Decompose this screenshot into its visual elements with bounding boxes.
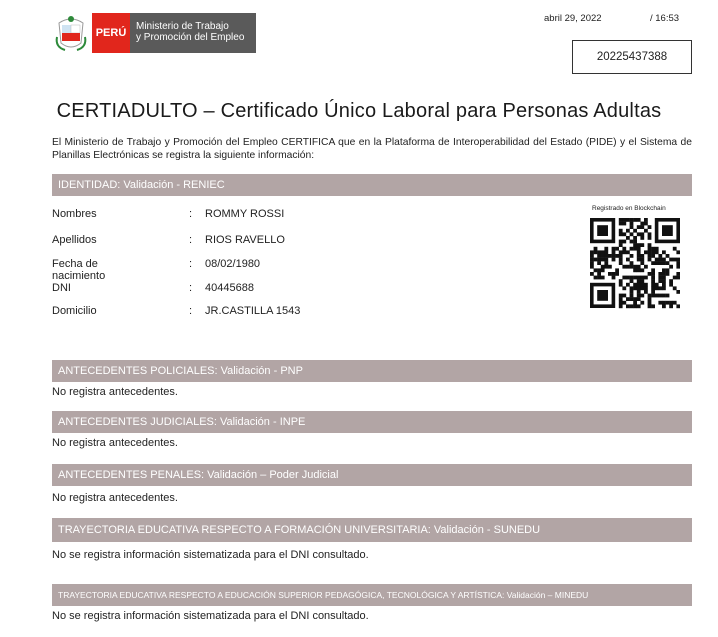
qr-code-icon bbox=[590, 218, 680, 310]
field-label: Apellidos bbox=[52, 234, 97, 246]
field-label: DNI bbox=[52, 282, 71, 294]
certificate-code: 20225437388 bbox=[572, 40, 692, 74]
criminal-records-note: No registra antecedentes. bbox=[52, 492, 178, 504]
field-value: 08/02/1980 bbox=[205, 258, 261, 270]
field-colon: : bbox=[189, 305, 193, 317]
ministry-logo bbox=[52, 13, 256, 53]
ministry-name: Ministerio de Trabajo y Promoción del Empleo bbox=[130, 13, 256, 53]
field-value: ROMMY ROSSI bbox=[205, 208, 285, 220]
field-label: Domicilio bbox=[52, 305, 97, 317]
university-education-header: TRAYECTORIA EDUCATIVA RESPECTO A FORMACIÓN UNIVERSITARIA: Validación - SUNEDU bbox=[52, 518, 692, 542]
university-education-note: No se registra información sistematizada para el DNI consultado. bbox=[52, 549, 369, 561]
field-colon: : bbox=[189, 208, 193, 220]
country-label: PERÚ bbox=[92, 13, 130, 53]
criminal-records-header: ANTECEDENTES PENALES: Validación – Poder Judicial bbox=[52, 464, 692, 486]
issue-date: abril 29, 2022 bbox=[544, 13, 602, 24]
issue-time: / 16:53 bbox=[650, 13, 680, 24]
document-title: CERTIADULTO – Certificado Único Laboral para Personas Adultas bbox=[56, 100, 662, 122]
field-label: Fecha de nacimiento bbox=[52, 258, 106, 282]
field-value: RIOS RAVELLO bbox=[205, 234, 285, 246]
higher-education-note: No se registra información sistematizada para el DNI consultado. bbox=[52, 610, 369, 622]
field-colon: : bbox=[189, 234, 193, 246]
judicial-records-note: No registra antecedentes. bbox=[52, 437, 178, 449]
intro-paragraph: El Ministerio de Trabajo y Promoción del Empleo CERTIFICA que en la Plataforma de Interoperabilidad del Estado (PIDE) y el Sistema de Planillas Electrónicas se registra la siguiente información: bbox=[52, 137, 692, 161]
field-value: 40445688 bbox=[205, 282, 254, 294]
judicial-records-header: ANTECEDENTES JUDICIALES: Validación - INPE bbox=[52, 411, 692, 433]
field-value: JR.CASTILLA 1543 bbox=[205, 305, 301, 317]
police-records-header: ANTECEDENTES POLICIALES: Validación - PNP bbox=[52, 360, 692, 382]
blockchain-label: Registrado en Blockchain bbox=[592, 205, 666, 212]
identity-section-header: IDENTIDAD: Validación - RENIEC bbox=[52, 174, 692, 196]
higher-education-header: TRAYECTORIA EDUCATIVA RESPECTO A EDUCACIÓN SUPERIOR PEDAGÓGICA, TECNOLÓGICA Y ARTÍSTICA: Validación – MINEDU bbox=[52, 584, 692, 606]
field-label: Nombres bbox=[52, 208, 97, 220]
field-colon: : bbox=[189, 258, 193, 270]
field-colon: : bbox=[189, 282, 193, 294]
coat-of-arms-icon bbox=[52, 13, 90, 53]
police-records-note: No registra antecedentes. bbox=[52, 386, 178, 398]
